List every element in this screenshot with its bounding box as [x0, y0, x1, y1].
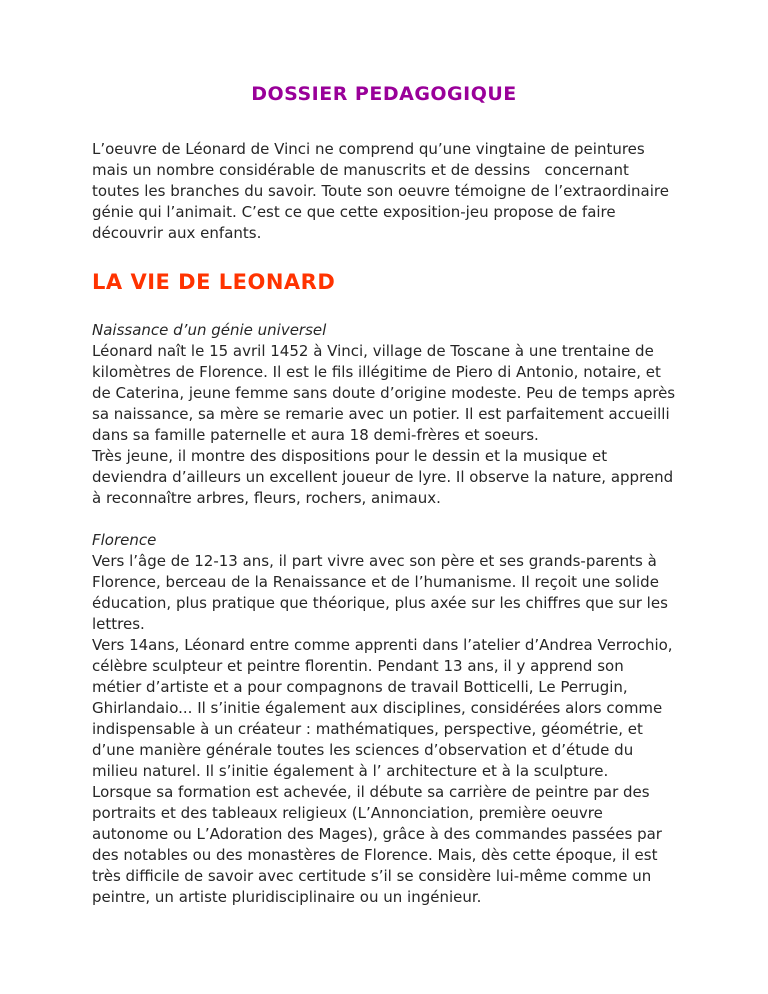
paragraph: Léonard naît le 15 avril 1452 à Vinci, village de Toscane à une trentaine de kilomètres de Florence. Il est le fils illégitime de Piero di Antonio, notaire, et de Caterina, jeune femme sans doute d’origine modeste. Peu de temps après sa naissance, sa mère se remarie avec un potier. Il est parfaitement accueilli dans sa famille paternelle et aura 18 demi-frères et soeurs. — [92, 342, 680, 444]
subsection-heading-naissance: Naissance d’un génie universel — [92, 321, 327, 339]
paragraph: Vers 14ans, Léonard entre comme apprenti dans l’atelier d’Andrea Verrochio, célèbre sculpteur et peintre florentin. Pendant 13 ans, il y apprend son métier d’artiste et a pour compagnons de travail Botticelli, Le Perrugin, Ghirlandaio... Il s’initie également aux disciplines, considérées alors comme indispensable à un créateur : mathématiques, perspective, géométrie, et d’une manière générale toutes les sciences d’observation et d’étude du milieu naturel. Il s’initie également à l’ architecture et à la sculpture. — [92, 636, 678, 780]
subsection-heading-florence: Florence — [92, 531, 157, 549]
subsection-naissance — [92, 320, 680, 509]
intro-paragraph: L’oeuvre de Léonard de Vinci ne comprend qu’une vingtaine de peintures mais un nombre considérable de manuscrits et de dessins concernant toutes les branches du savoir. Toute son oeuvre témoigne de l’extraordinaire génie qui l’animait. C’est ce que cette exposition-jeu propose de faire découvrir aux enfants. — [92, 140, 674, 242]
paragraph: Lorsque sa formation est achevée, il débute sa carrière de peintre par des portraits et des tableaux religieux (L’Annonciation, première oeuvre autonome ou L’Adoration des Mages), grâce à des commandes passées par des notables ou des monastères de Florence. Mais, dès cette époque, il est très difficile de savoir avec certitude s’il se considère lui-même comme un peintre, un artiste pluridisciplinaire ou un ingénieur. — [92, 783, 667, 906]
paragraph: Vers l’âge de 12-13 ans, il part vivre avec son père et ses grands-parents à Florence, berceau de la Renaissance et de l’humanisme. Il reçoit une solide éducation, plus pratique que théorique, plus axée sur les chiffres que sur les lettres. — [92, 552, 673, 633]
section-heading-la-vie-de-leonard: LA VIE DE LEONARD — [92, 270, 336, 294]
paragraph: Très jeune, il montre des dispositions pour le dessin et la musique et deviendra d’ailleurs un excellent joueur de lyre. Il observe la nature, apprend à reconnaître arbres, fleurs, rochers, animaux. — [92, 447, 678, 507]
subsection-florence — [92, 530, 676, 908]
document-title: DOSSIER PEDAGOGIQUE — [251, 83, 517, 105]
